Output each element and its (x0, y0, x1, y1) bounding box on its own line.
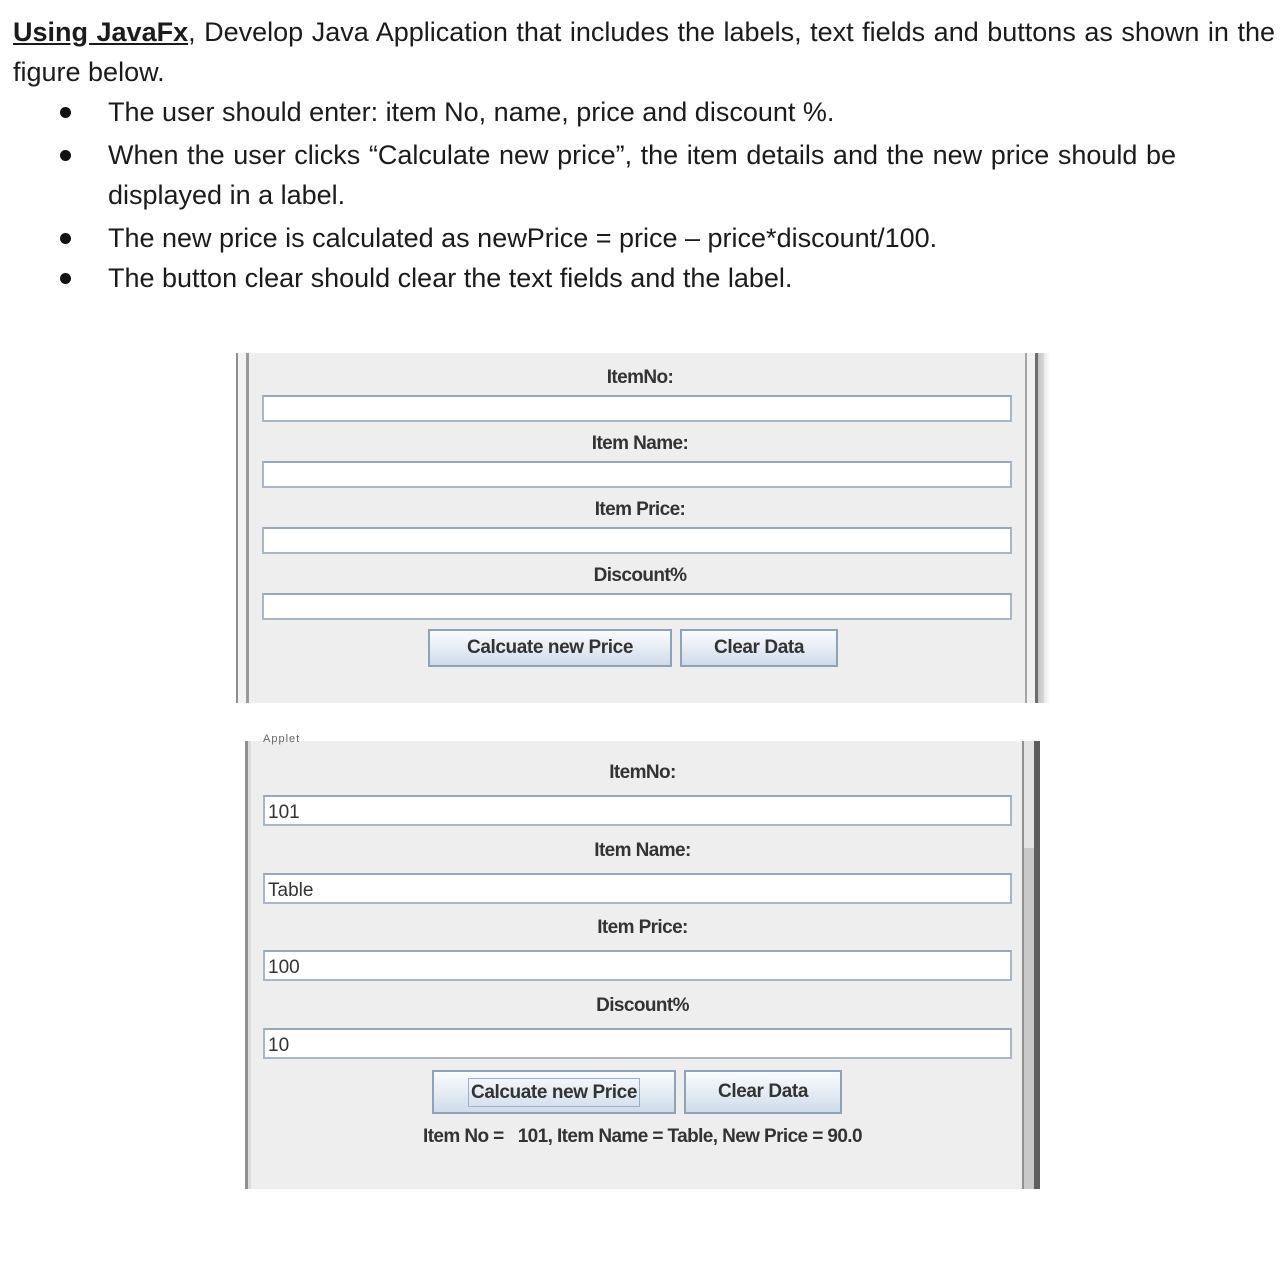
scrollbar-track-highlight (1024, 741, 1034, 848)
item-price-label: Item Price: (597, 917, 688, 938)
discount-field[interactable] (262, 593, 1012, 620)
result-label: Item No = 101, Item Name = Table, New Price = 90.0 (423, 1126, 862, 1147)
item-name-field[interactable] (262, 461, 1012, 488)
intro-paragraph (13, 12, 1275, 92)
bullet-icon (60, 233, 71, 244)
requirement-item: The new price is calculated as newPrice = price – price*discount/100. (13, 218, 1275, 258)
item-no-label: ItemNo: (609, 762, 676, 783)
window-left-border (245, 741, 251, 1189)
window-right-border (1025, 353, 1038, 703)
window-title-fragment: Applet (263, 733, 301, 745)
requirement-item: The user should enter: item No, name, price and discount %. (13, 92, 1275, 132)
app-window-empty (236, 353, 1044, 703)
bullet-icon (60, 273, 71, 284)
app-window-filled (245, 733, 1040, 1189)
item-name-label: Item Name: (591, 433, 689, 454)
requirement-item: The button clear should clear the text fields and the label. (13, 258, 1275, 298)
clear-data-button[interactable]: Clear Data (680, 629, 838, 667)
intro-lead: Using JavaFx (13, 17, 189, 47)
item-no-field[interactable] (262, 395, 1012, 422)
item-name-label: Item Name: (594, 840, 691, 861)
item-no-field[interactable] (263, 795, 1012, 826)
intro-rest: , Develop Java Application that includes the labels, text fields and buttons as shown in the figure below. (13, 17, 1275, 87)
bullet-icon (60, 107, 71, 118)
item-price-field[interactable] (263, 950, 1012, 981)
window-scrollbar[interactable] (1022, 741, 1040, 1189)
item-price-label: Item Price: (594, 499, 686, 520)
window-left-border (236, 353, 249, 703)
clear-data-button[interactable]: Clear Data (684, 1070, 842, 1114)
bullet-icon (60, 150, 71, 161)
window-shadow (1038, 353, 1050, 703)
calculate-new-price-button[interactable]: Calcuate new Price (428, 629, 672, 667)
assignment-text (13, 12, 1275, 298)
requirements-list (13, 92, 1275, 298)
requirement-item: When the user clicks “Calculate new price”, the item details and the new price should be displayed in a label. (13, 135, 1275, 215)
item-name-field[interactable] (263, 873, 1012, 904)
calculate-new-price-button[interactable]: Calcuate new Price (432, 1070, 676, 1114)
discount-label: Discount% (593, 565, 687, 586)
item-price-field[interactable] (262, 527, 1012, 554)
discount-field[interactable] (263, 1028, 1012, 1059)
discount-label: Discount% (596, 995, 689, 1016)
item-no-label: ItemNo: (606, 367, 674, 388)
